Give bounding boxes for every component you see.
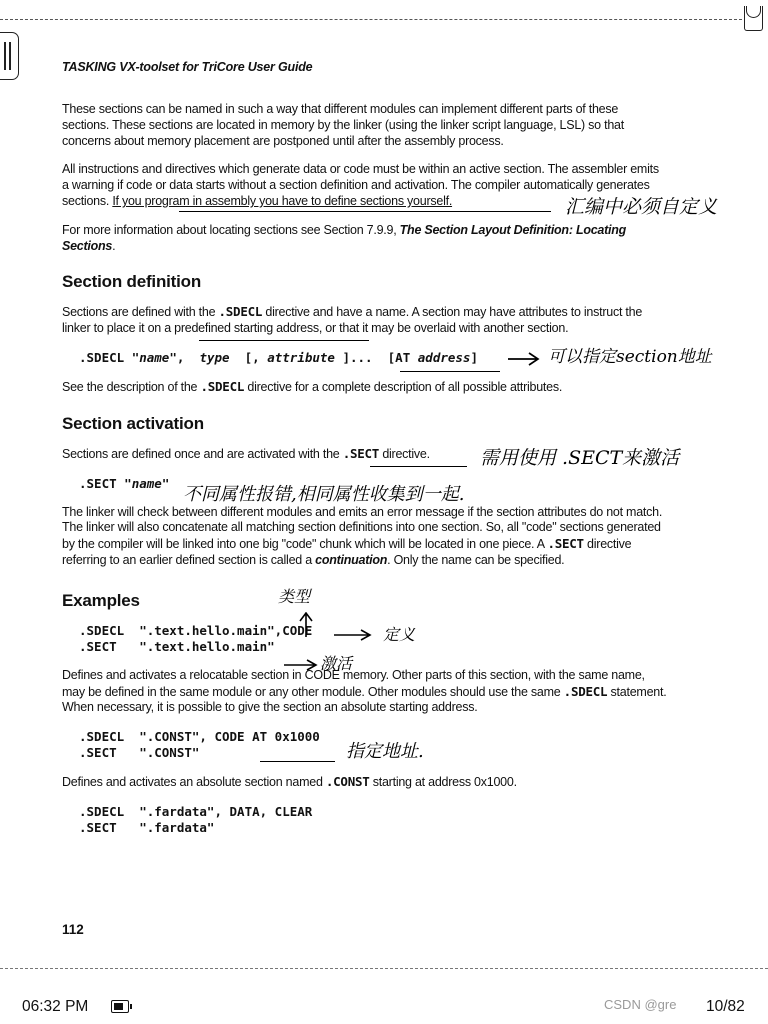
top-divider <box>0 19 742 20</box>
annotation-attributes: 不同属性报错,相同属性收集到一起. <box>183 484 465 505</box>
example-2-description: Defines and activates an absolute section named .CONST starting at address 0x1000. <box>62 774 517 790</box>
heading-section-activation: Section activation <box>62 413 204 433</box>
intro-paragraph-1: These sections can be named in such a way that different modules can implement different parts of these sections. These sections are located in memory by the linker (using the linker script language, LSL) so that concerns about memory placement are postponed until after the assembly process. <box>62 102 624 148</box>
example-2-code: .SDECL ".CONST", CODE AT 0x1000 .SECT ".CONST" <box>79 729 320 761</box>
page-counter[interactable]: 10/82 <box>706 998 745 1015</box>
annotation-define-sections: 汇编中必须自定义 <box>565 196 718 218</box>
definition-paragraph-1: Sections are defined with the .SDECL directive and have a name. A section may have attributes to instruct the linker to place it on a predefined starting address, or that it may be overlaid with another section. <box>62 304 643 336</box>
running-header: TASKING VX-toolset for TriCore User Guide <box>62 60 313 74</box>
annotation-fixed-address: 指定地址. <box>346 741 424 762</box>
arrow-icon <box>333 629 373 641</box>
annotation-activate: 需用使用 .SECT来激活 <box>480 447 680 469</box>
arrow-icon <box>283 659 319 671</box>
watermark: CSDN @gre <box>604 997 677 1012</box>
arrow-icon <box>507 352 541 366</box>
annotation-underline-1 <box>179 211 551 212</box>
battery-icon <box>111 1000 129 1013</box>
bottom-divider <box>0 968 768 969</box>
annotation-underline-2 <box>199 340 369 341</box>
intro-paragraph-2: All instructions and directives which generate data or code must be within an active section. The assembler emits a warning if code or data starts without a section definition and activation. The compiler automatically generates sections. If you program in assembly you have to define sections yourself. <box>62 162 659 208</box>
annotation-underline-5 <box>260 761 335 762</box>
sect-syntax: .SECT "name" <box>79 475 170 491</box>
page-number: 112 <box>62 922 84 937</box>
sidebar-toggle-icon[interactable] <box>0 32 19 80</box>
annotation-underline-3 <box>400 371 500 372</box>
arrow-icon <box>299 612 313 638</box>
bookmark-icon[interactable] <box>744 6 763 31</box>
intro-paragraph-3: For more information about locating sections see Section 7.9.9, The Section Layout Definition: Locating Sections. <box>62 222 627 253</box>
sdecl-syntax: .SDECL "name", type [, attribute ]... [AT address] <box>79 349 478 365</box>
heading-examples: Examples <box>62 590 140 610</box>
heading-section-definition: Section definition <box>62 272 202 292</box>
underlined-sentence: If you program in assembly you have to define sections yourself. <box>112 193 453 208</box>
definition-paragraph-2: See the description of the .SDECL directive for a complete description of all possible attributes. <box>62 378 563 394</box>
annotation-underline-4 <box>370 466 467 467</box>
example-1-code: .SDECL ".text.hello.main",CODE .SECT ".text.hello.main" <box>79 622 313 654</box>
status-bar <box>0 990 768 1020</box>
activation-paragraph-2: The linker will check between different modules and emits an error message if the section attributes do not match. The linker will also concatenate all matching section definitions into one section. So, all "code" sections generated by the compiler will be linked into one big "code" chunk which will be located in one piece. A .SECT directive referring to an earlier defined section is called a continuation. Only the name can be specified. <box>62 504 663 567</box>
activation-paragraph-1: Sections are defined once and are activated with the .SECT directive. <box>62 445 430 461</box>
clock: 06:32 PM <box>22 998 89 1015</box>
example-1-description: Defines and activates a relocatable section in CODE memory. Other parts of this section, with the same name, may be defined in the same module or any other module. Other modules should use the same .SDECL statement. When necessary, it is possible to give the section an absolute starting address. <box>62 667 667 715</box>
section-link[interactable]: The Section Layout Definition: Locating Sections <box>62 222 627 253</box>
example-3-code: .SDECL ".fardata", DATA, CLEAR .SECT ".fardata" <box>79 803 313 835</box>
annotation-type: 类型 <box>278 587 311 606</box>
annotation-address: 可以指定section地址 <box>548 347 712 367</box>
annotation-activate-2: 激活 <box>320 654 353 673</box>
annotation-define: 定义 <box>383 625 416 644</box>
